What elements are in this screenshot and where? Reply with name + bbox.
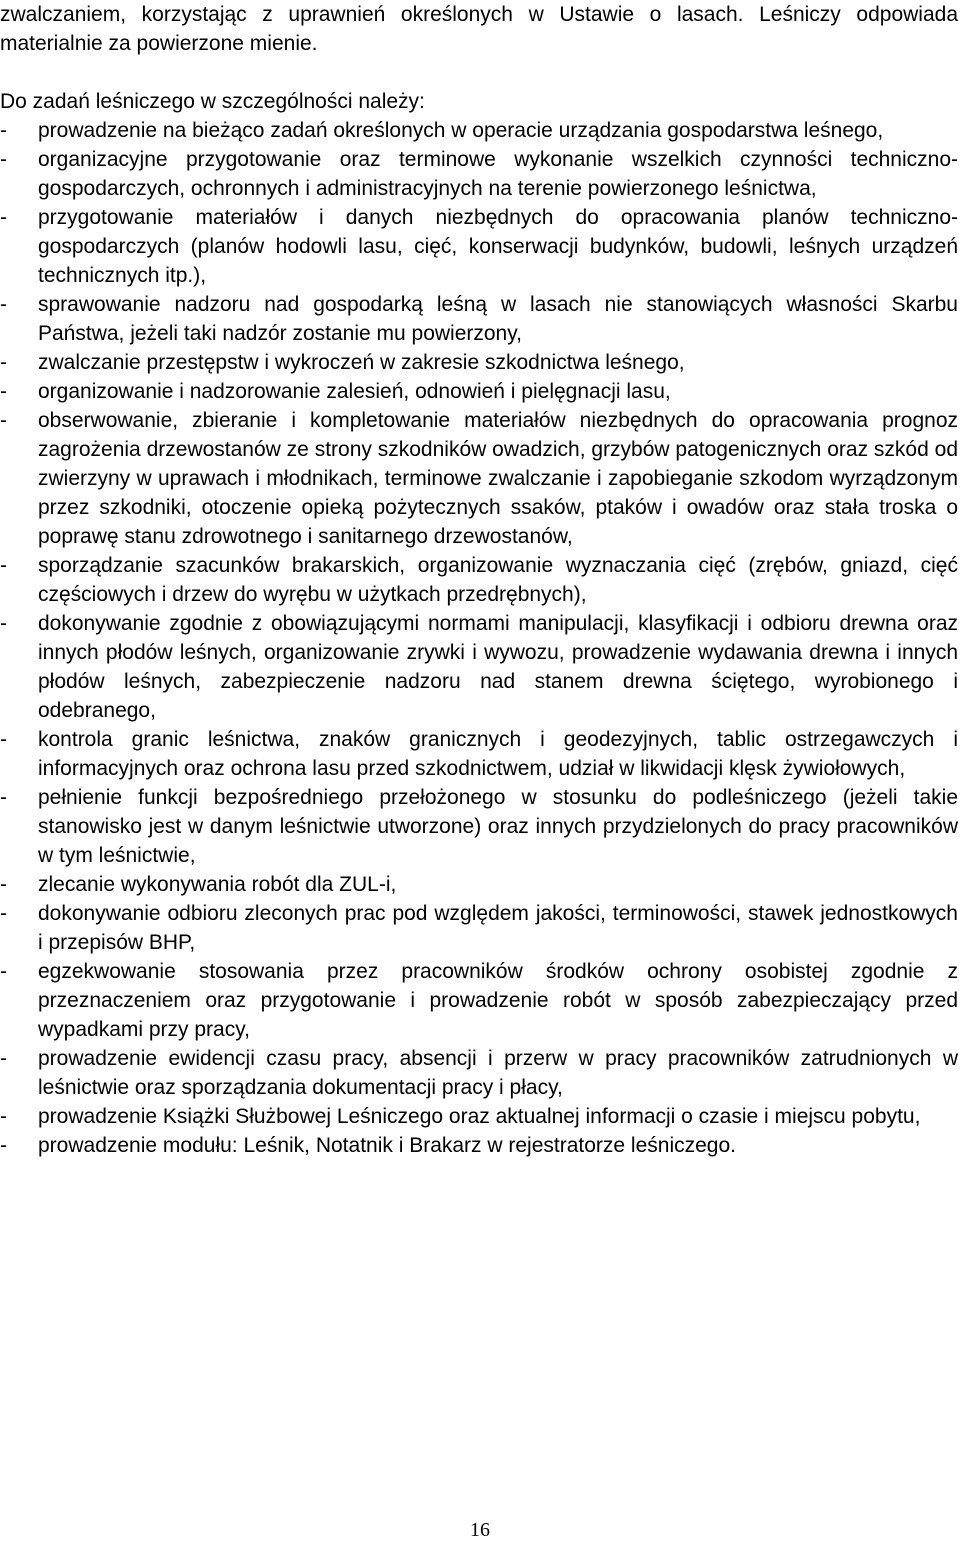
list-item <box>0 377 958 406</box>
list-dash: - <box>0 148 7 171</box>
list-item-text: obserwowanie, zbieranie i kompletowanie materiałów niezbędnych do opracowania prognoz zagrożenia drzewostanów ze strony szkodników owadzich, grzybów patogenicznych oraz szkód od zwierzyny w uprawach i młodnikach, terminowe zwalczanie i zapobieganie szkodom wyrządzonym przez szkodniki, otoczenie opieką pożytecznych ssaków, ptaków i owadów oraz stała troska o poprawę stanu zdrowotnego i sanitarnego drzewostanów, <box>38 409 958 548</box>
list-dash: - <box>0 1134 7 1157</box>
list-item-text: dokonywanie odbioru zleconych prac pod względem jakości, terminowości, stawek jednostkowych i przepisów BHP, <box>38 902 958 954</box>
list-item-text: sprawowanie nadzoru nad gospodarką leśną w lasach nie stanowiących własności Skarbu Państwa, jeżeli taki nadzór zostanie mu powierzony, <box>38 293 958 345</box>
list-item <box>0 406 958 551</box>
list-item-text: organizowanie i nadzorowanie zalesień, odnowień i pielęgnacji lasu, <box>38 380 671 403</box>
list-item-text: sporządzanie szacunków brakarskich, organizowanie wyznaczania cięć (zrębów, gniazd, cięć częściowych i drzew do wyrębu w użytkach przedrębnych), <box>38 554 958 606</box>
intro-paragraph: zwalczaniem, korzystając z uprawnień określonych w Ustawie o lasach. Leśniczy odpowiada materialnie za powierzone mienie. <box>0 3 958 55</box>
list-item <box>0 1102 958 1131</box>
list-item <box>0 551 958 609</box>
list-item <box>0 957 958 1044</box>
list-dash: - <box>0 119 7 142</box>
list-dash: - <box>0 1047 7 1070</box>
list-dash: - <box>0 206 7 229</box>
list-dash: - <box>0 293 7 316</box>
list-dash: - <box>0 902 7 925</box>
list-dash: - <box>0 873 7 896</box>
list-dash: - <box>0 409 7 432</box>
list-item <box>0 1044 958 1102</box>
list-item-text: kontrola granic leśnictwa, znaków granicznych i geodezyjnych, tablic ostrzegawczych i informacyjnych oraz ochrona lasu przed szkodnictwem, udział w likwidacji klęsk żywiołowych, <box>38 728 958 780</box>
list-item <box>0 899 958 957</box>
list-item-text: przygotowanie materiałów i danych niezbędnych do opracowania planów techniczno-gospodarczych (planów hodowli lasu, cięć, konserwacji budynków, budowli, leśnych urządzeń technicznych itp.), <box>38 206 958 287</box>
list-dash: - <box>0 554 7 577</box>
list-dash: - <box>0 960 7 983</box>
list-dash: - <box>0 351 7 374</box>
list-item <box>0 783 958 870</box>
list-item <box>0 348 958 377</box>
list-item <box>0 203 958 290</box>
list-item-text: dokonywanie zgodnie z obowiązującymi normami manipulacji, klasyfikacji i odbioru drewna oraz innych płodów leśnych, organizowanie zrywki i wywozu, prowadzenie wydawania drewna i innych płodów leśnych, zabezpieczenie nadzoru nad stanem drewna ściętego, wyrobionego i odebranego, <box>38 612 958 722</box>
list-item <box>0 609 958 725</box>
list-item <box>0 290 958 348</box>
list-dash: - <box>0 786 7 809</box>
page-number: 16 <box>470 1519 490 1541</box>
duties-list <box>0 116 958 1160</box>
list-item-text: prowadzenie modułu: Leśnik, Notatnik i Brakarz w rejestratorze leśniczego. <box>38 1134 736 1157</box>
list-item-text: egzekwowanie stosowania przez pracowników środków ochrony osobistej zgodnie z przeznaczeniem oraz przygotowanie i prowadzenie robót w sposób zabezpieczający przed wypadkami przy pracy, <box>38 960 958 1041</box>
list-dash: - <box>0 728 7 751</box>
list-item-text: zwalczanie przestępstw i wykroczeń w zakresie szkodnictwa leśnego, <box>38 351 685 374</box>
list-item-text: prowadzenie na bieżąco zadań określonych w operacie urządzania gospodarstwa leśnego, <box>38 119 884 142</box>
paragraph-gap <box>0 58 958 87</box>
list-dash: - <box>0 612 7 635</box>
list-item-text: prowadzenie Książki Służbowej Leśniczego oraz aktualnej informacji o czasie i miejscu pobytu, <box>38 1105 921 1128</box>
list-dash: - <box>0 1105 7 1128</box>
list-item <box>0 116 958 145</box>
list-dash: - <box>0 380 7 403</box>
list-item-text: zlecanie wykonywania robót dla ZUL-i, <box>38 873 397 896</box>
list-item <box>0 725 958 783</box>
list-item-text: pełnienie funkcji bezpośredniego przełożonego w stosunku do podleśniczego (jeżeli takie stanowisko jest w danym leśnictwie utworzone) oraz innych przydzielonych do pracy pracowników w tym leśnictwie, <box>38 786 958 867</box>
duties-heading: Do zadań leśniczego w szczególności należy: <box>0 90 425 113</box>
list-item <box>0 1131 958 1160</box>
list-item-text: prowadzenie ewidencji czasu pracy, absencji i przerw w pracy pracowników zatrudnionych w leśnictwie oraz sporządzania dokumentacji pracy i płacy, <box>38 1047 958 1099</box>
list-item <box>0 870 958 899</box>
list-item <box>0 145 958 203</box>
list-item-text: organizacyjne przygotowanie oraz terminowe wykonanie wszelkich czynności techniczno-gospodarczych, ochronnych i administracyjnych na terenie powierzonego leśnictwa, <box>38 148 958 200</box>
